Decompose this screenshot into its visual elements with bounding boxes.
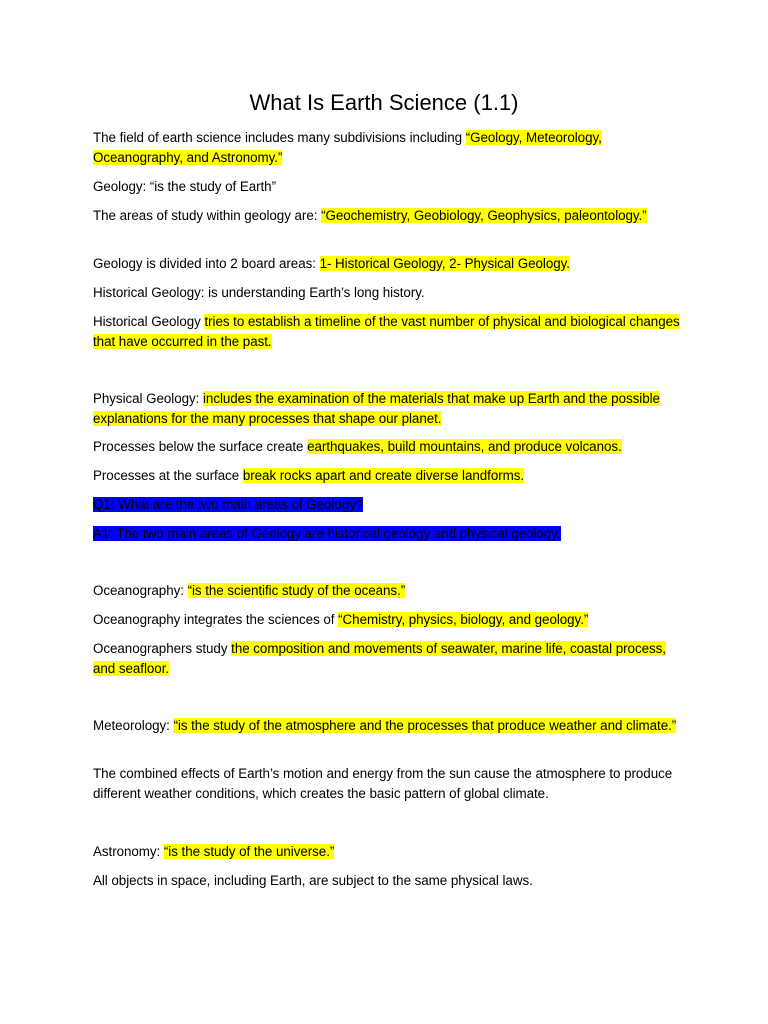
highlighted-text: “is the study of the atmosphere and the processes that produce weather and climate.” — [173, 718, 677, 733]
paragraph-text: Processes below the surface create — [93, 439, 308, 454]
paragraph-text: Historical Geology: is understanding Earth’s long history. — [93, 285, 425, 300]
paragraph-text: Physical Geology: — [93, 391, 203, 406]
highlighted-text: “is the study of the universe.” — [163, 844, 335, 859]
highlighted-text: 1- Historical Geology, 2- Physical Geology. — [319, 256, 570, 271]
paragraph-oceanography-definition — [93, 581, 683, 601]
highlighted-text: the composition and movements of seawater, marine life, coastal process, and seafloor. — [93, 641, 666, 676]
paragraph-historical-geology-definition — [93, 283, 683, 303]
paragraph-text: Oceanography: — [93, 583, 188, 598]
paragraph-physical-geology-definition — [93, 389, 683, 428]
paragraph-text: Astronomy: — [93, 844, 164, 859]
paragraph-geology-definition — [93, 177, 683, 197]
paragraph-geology-areas — [93, 206, 683, 226]
highlighted-text: includes the examination of the materials that make up Earth and the possible explanations for the many processes that shape our planet. — [93, 391, 660, 426]
paragraph-processes-at-surface — [93, 466, 683, 486]
paragraph-geology-divisions — [93, 254, 683, 274]
highlighted-text: “Geochemistry, Geobiology, Geophysics, paleontology.” — [321, 208, 647, 223]
paragraph-oceanographers-study — [93, 639, 683, 678]
highlighted-text: break rocks apart and create diverse landforms. — [242, 468, 525, 483]
paragraph-earth-science-subdivisions — [93, 128, 683, 167]
question-1 — [93, 495, 683, 515]
highlighted-text: tries to establish a timeline of the vast number of physical and biological changes that have occurred in the past. — [93, 314, 680, 349]
page-title: What Is Earth Science (1.1) — [249, 90, 519, 115]
highlighted-text: “is the scientific study of the oceans.” — [187, 583, 406, 598]
paragraph-text: The areas of study within geology are: — [93, 208, 322, 223]
paragraph-text: Geology: “is the study of Earth” — [93, 179, 276, 194]
paragraph-physical-laws — [93, 871, 683, 891]
paragraph-text: Processes at the surface — [93, 468, 243, 483]
paragraph-text: All objects in space, including Earth, are subject to the same physical laws. — [93, 873, 533, 888]
paragraph-text: Oceanographers study — [93, 641, 232, 656]
paragraph-meteorology-definition — [93, 716, 683, 736]
paragraph-processes-below-surface — [93, 437, 683, 457]
paragraph-text: The combined effects of Earth’s motion and energy from the sun cause the atmosphere to produce different weather conditions, which creates the basic pattern of global climate. — [93, 766, 673, 801]
paragraph-weather-climate — [93, 764, 683, 803]
highlighted-text: earthquakes, build mountains, and produce volcanos. — [307, 439, 622, 454]
paragraph-text: Geology is divided into 2 board areas: — [93, 256, 320, 271]
answer-1 — [93, 524, 683, 544]
highlighted-text: “Geology, Meteorology, Oceanography, and Astronomy.” — [93, 130, 602, 165]
paragraph-historical-geology-timeline — [93, 312, 683, 351]
highlighted-text: A1: The two main areas of Geology are historical geology and physical geology. — [93, 526, 561, 541]
paragraph-text: Meteorology: — [93, 718, 174, 733]
paragraph-oceanography-sciences — [93, 610, 683, 630]
paragraph-astronomy-definition — [93, 842, 683, 862]
paragraph-text: Historical Geology — [93, 314, 205, 329]
highlighted-text: “Chemistry, physics, biology, and geology.” — [338, 612, 589, 627]
paragraph-text: The field of earth science includes many subdivisions including — [93, 130, 466, 145]
highlighted-text: Q1: What are the two main areas of Geology? — [93, 497, 364, 512]
paragraph-text: Oceanography integrates the sciences of — [93, 612, 339, 627]
